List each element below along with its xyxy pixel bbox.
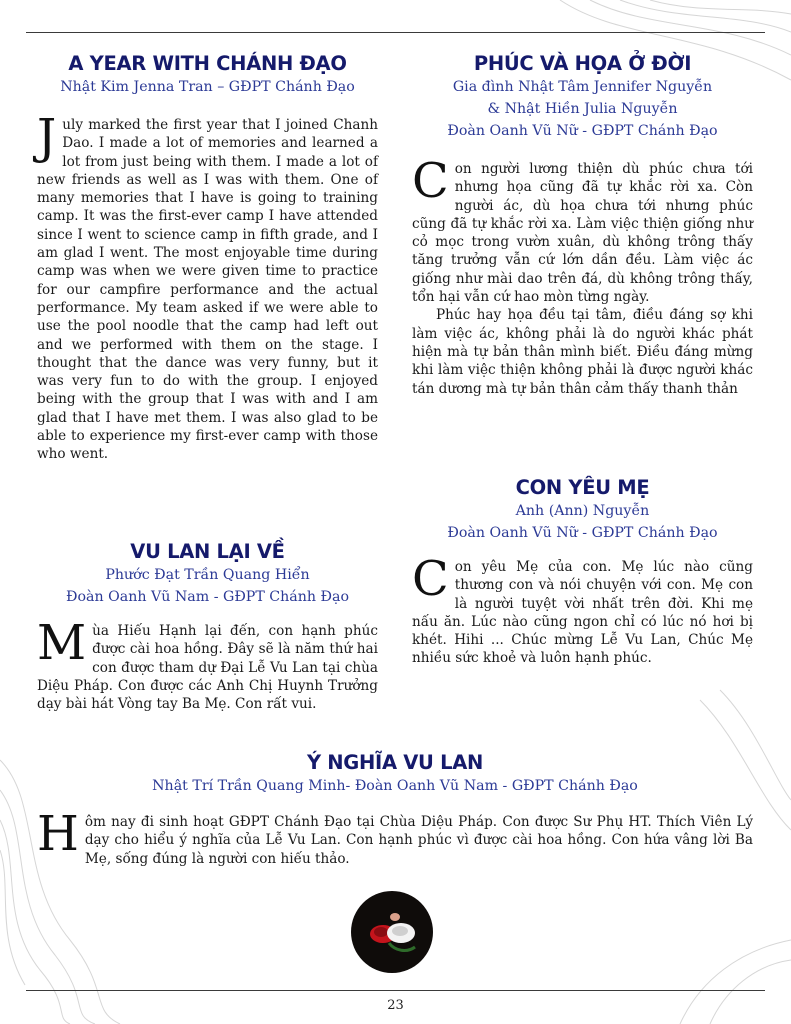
article-title: VU LAN LẠI VỀ <box>130 540 285 563</box>
article-body: Hôm nay đi sinh hoạt GĐPT Chánh Đạo tại Chùa Diệu Pháp. Con được Sư Phụ HT. Thích Viên Lý dạy cho hiểu ý nghĩa của Lễ Vu Lan. Con hạnh phúc vì được cài hoa hồng. Con hứa vâng lời Ba Mẹ, sống đúng là người con hiếu thảo. <box>37 806 753 867</box>
drop-cap: H <box>37 806 79 862</box>
article-vu-lan-lai-ve <box>37 540 378 713</box>
article-author: Anh (Ann) Nguyễn <box>515 503 650 519</box>
article-title: A YEAR WITH CHÁNH ĐẠO <box>68 52 347 75</box>
article-con-yeu-me <box>412 476 753 668</box>
top-rule <box>26 32 765 33</box>
article-author: Nhật Kim Jenna Tran – GĐPT Chánh Đạo <box>60 79 355 95</box>
article-year-with-chanh-dao <box>37 52 378 464</box>
article-body-2: Phúc hay họa đều tại tâm, điều đáng sợ khi làm việc ác, không phải là do người khác phát hiện mà tự bản thân mình biết. Điều đáng mừng khi làm việc thiện không phải là được người khác tán dương mà tự bản thân cảm thấy thanh thản <box>412 307 753 397</box>
page-number: 23 <box>387 998 404 1013</box>
article-y-nghia-vu-lan <box>37 751 753 868</box>
article-body: July marked the first year that I joined Chanh Dao. I made a lot of memories and learned a lot from just being with them. I made a lot of new friends as well as I was with them. One of many memories that I have is going to training camp. It was the first-ever camp I have attended since I went to science camp in fifth grade, and I am glad I went. The most enjoyable time during camp was when we were given time to practice for our campfire performance and the actual performance. My team asked if we were able to use the pool noodle that the camp had left out and we performed with them on the stage. I thought that the dance was very funny, but it was very fun to do with the group. I enjoyed being with the group that I was with and I am glad that I have met them. I was also glad to be able to experience my first-ever camp with those who went. <box>37 109 378 463</box>
rose-photo <box>351 891 433 973</box>
drop-cap: C <box>412 551 449 607</box>
drop-cap: J <box>37 109 57 165</box>
article-title: Ý NGHĨA VU LAN <box>306 751 484 774</box>
article-author-group: Đoàn Oanh Vũ Nam - GĐPT Chánh Đạo <box>66 589 349 605</box>
article-author-group: Đoàn Oanh Vũ Nữ - GĐPT Chánh Đạo <box>447 525 718 541</box>
article-author-2: & Nhật Hiền Julia Nguyễn <box>487 101 678 117</box>
article-title: PHÚC VÀ HỌA Ở ĐỜI <box>473 52 692 75</box>
drop-cap: C <box>412 153 449 209</box>
article-author: Phước Đạt Trần Quang Hiển <box>105 567 310 583</box>
article-body: Mùa Hiếu Hạnh lại đến, con hạnh phúc được cài hoa hồng. Đây sẽ là năm thứ hai con được tham dự Đại Lễ Vu Lan tại chùa Diệu Pháp. Con được các Anh Chị Huynh Trưởng dạy bài hát Vòng tay Ba Mẹ. Con rất vui. <box>37 615 378 713</box>
article-phuc-va-hoa <box>412 52 753 398</box>
article-title: CON YÊU MẸ <box>515 476 650 499</box>
bottom-rule <box>26 990 765 991</box>
article-author: Gia đình Nhật Tâm Jennifer Nguyễn <box>452 79 713 95</box>
article-author: Nhật Trí Trần Quang Minh- Đoàn Oanh Vũ Nam - GĐPT Chánh Đạo <box>152 778 638 794</box>
drop-cap: M <box>37 615 87 671</box>
article-body-1: Con người lương thiện dù phúc chưa tới nhưng họa cũng đã tự khắc rời xa. Còn người ác, dù họa chưa tới nhưng phúc cũng đã tự khắc rời xa. Làm việc thiện giống như cỏ mọc trong vườn xuân, dù không trông thấy tăng trưởng vẫn cứ lớn dần đều. Làm việc ác giống như mài dao trên đá, dù không trông thấy, tổn hại vẫn cứ hao mòn từng ngày. <box>412 153 753 306</box>
roses-image <box>351 891 433 973</box>
article-body: Con yêu Mẹ của con. Mẹ lúc nào cũng thương con và nói chuyện với con. Mẹ con là người tuyệt vời nhất trên đời. Khi mẹ nấu ăn. Lúc nào cũng ngon chỉ có lúc nó hơi bị khét. Hihi ... Chúc mừng Lễ Vu Lan, Chúc Mẹ nhiều sức khoẻ và luôn hạnh phúc. <box>412 551 753 667</box>
article-author-group: Đoàn Oanh Vũ Nữ - GĐPT Chánh Đạo <box>447 123 718 139</box>
